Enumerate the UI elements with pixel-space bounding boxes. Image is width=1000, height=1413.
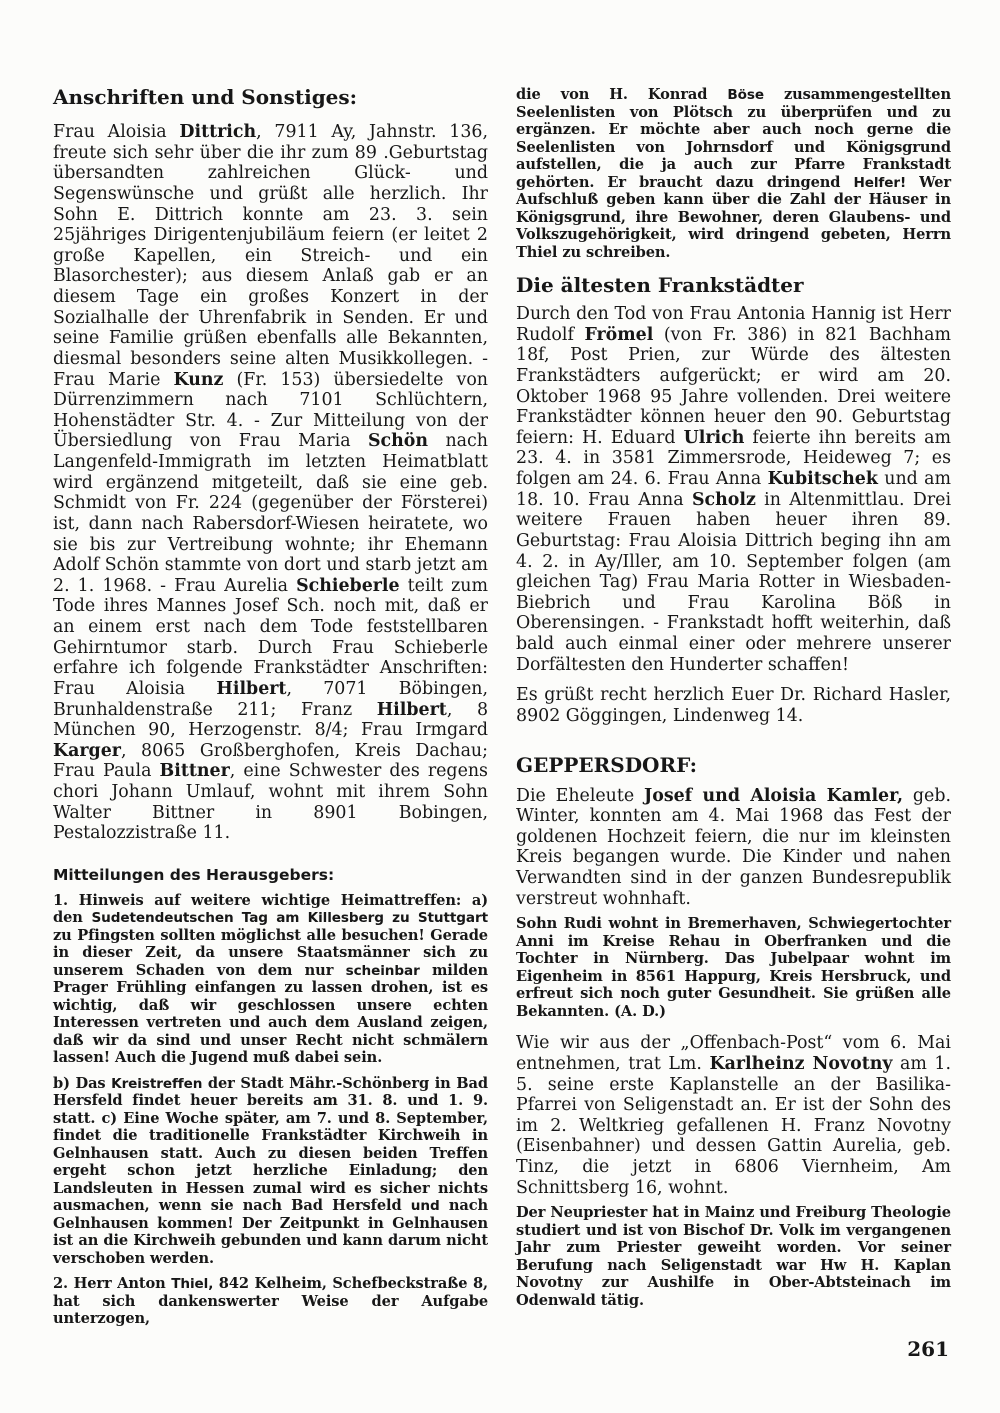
- paragraph-anschriften: Frau Aloisia Dittrich, 7911 Ay, Jahnstr. 136, freute sich sehr über die ihr zum 89 .Geburtstag übersandten zahlreichen Glück- und Segenswünsche und grüßt alle herzlich. Ihr Sohn E. Dittrich konnte am 23. 3. sein 25jähriges Dirigentenjubiläum feiern (er leitet 2 große Kapellen, ein Streich- und ein Blasorchester); aus diesem Anlaß gab er an diesem Tage ein großes Konzert in der Sozialhalle der Uhrenfabrik in Senden. Er und seine Familie grüßen ebenfalls alle Bekannten, diesmal besonders seine alten Musikkollegen. - Frau Marie Kunz (Fr. 153) übersiedelte von Dürrenzimmern nach 7101 Schlüchtern, Hohenstädter Str. 4. - Zur Mitteilung von der Übersiedlung von Frau Maria Schön nach Langenfeld-Immigrath im letzten Heimatblatt wird ergänzend mitgeteilt, daß sie eine geb. Schmidt von Fr. 224 (gegenüber der Försterei) ist, dann nach Rabersdorf-Wiesen heiratete, wo sie bis zur Vertreibung wohnte; ihr Ehemann Adolf Schön stammte von dort und starb jetzt am 2. 1. 1968. - Frau Aurelia Schieberle teilt zum Tode ihres Mannes Josef Sch. noch mit, daß er an einem erst nach dem Tode feststellbaren Gehirntumor starb. Durch Frau Schieberle erfahre ich folgende Frankstädter Anschriften: Frau Aloisia Hilbert, 7071 Böbingen, Brunhaldenstraße 211; Franz Hilbert, 8 München 90, Herzogenstr. 8/4; Frau Irmgard Karger, 8065 Großberghofen, Kreis Dachau; Frau Paula Bittner, eine Schwester des regens chori Johann Umlauf, wohnt mit ihrem Sohn Walter Bittner in 8901 Bobingen, Pestalozzistraße 11.: [53, 122, 489, 844]
- page-number: 261: [907, 1337, 949, 1362]
- section-heading-geppersdorf: GEPPERSDORF:: [516, 752, 697, 777]
- note-heimattreffen: 1. Hinweis auf weitere wichtige Heimattreffen: a) den Sudetendeutschen Tag am Killesberg zu Stuttgart zu Pfingsten sollten möglichst alle besuchen! Gerade in dieser Zeit, da unsere Staatsmänner sich zu unserem Schaden von dem nur scheinbar milden Prager Frühling einfangen zu lassen drohen, ist es wichtig, daß wir geschlossen unsere echten Interessen vertreten und auch dem Ausland zeigen, daß wir da sind und unser Recht nicht schmälern lassen! Auch die Jugend muß dabei sein.: [53, 891, 489, 1067]
- right-column: [516, 86, 951, 1361]
- note-seelenlisten-continuation: die von H. Konrad Böse zusammengestellten Seelenlisten von Plötsch zu überprüfen und zu ergänzen. Er möchte aber auch noch gerne die Seelenlisten von Johrnsdorf und Königsgrund aufstellen, die ja auch zur Pfarre Frankstadt gehörten. Er braucht dazu dringend Helfer! Wer Aufschluß geben kann über die Zahl der Häuser in Königsgrund, ihre Bewohner, deren Glaubens- und Volkszugehörigkeit, wird dringend gebeten, Herrn Thiel zu schreiben.: [516, 86, 951, 261]
- two-column-layout: [53, 86, 950, 1361]
- section-heading-mitteilungen: Mitteilungen des Herausgebers:: [53, 865, 335, 884]
- section-heading-anschriften: Anschriften und Sonstiges:: [53, 85, 358, 109]
- paragraph-novotny-kaplan: Wie wir aus der „Offenbach-Post“ vom 6. Mai entnehmen, trat Lm. Karlheinz Novotny am 1. 5. seine erste Kaplanstelle an der Basilika-Pfarrei von Seligenstadt an. Er ist der Sohn des im 2. Weltkrieg gefallenen H. Franz Novotny (Eisenbahner) und dessen Gattin Aurelia, geb. Tinz, die jetzt in 6806 Viernheim, Am Schnittsberg 16, wohnt.: [516, 1033, 951, 1198]
- section-heading-aelteste-frankstaedter: Die ältesten Frankstädter: [516, 273, 804, 297]
- note-neupriester: Der Neupriester hat in Mainz und Freiburg Theologie studiert und ist von Bischof Dr. Volk im vergangenen Jahr zum Priester geweiht worden. Vor seiner Berufung nach Seligenstadt war Hw H. Kaplan Novotny zur Aushilfe in Ober-Abtsteinach im Odenwald tätig.: [516, 1204, 951, 1309]
- note-kamler-familie: Sohn Rudi wohnt in Bremerhaven, Schwiegertochter Anni im Kreise Rehau in Oberfranken und die Tochter in Nürnberg. Das Jubelpaar wohnt im Eigenheim in 8561 Happurg, Kreis Hersbruck, und erfreut sich noch guter Gesundheit. Sie grüßen alle Bekannten. (A. D.): [516, 915, 951, 1020]
- paragraph-kamler-hochzeit: Die Eheleute Josef und Aloisia Kamler, geb. Winter, konnten am 4. Mai 1968 das Fest der goldenen Hochzeit feiern, die nur im kleinsten Kreis begangen wurde. Die Kinder und nahen Verwandten sind in der ganzen Bundesrepublik verstreut wohnhaft.: [516, 785, 951, 909]
- left-column: [53, 86, 488, 1361]
- note-kreistreffen: b) Das Kreistreffen der Stadt Mähr.-Schönberg in Bad Hersfeld findet heuer bereits am 31. 8. und 1. 9. statt. c) Eine Woche später, am 7. und 8. September, findet die traditionelle Frankstädter Kirchweih in Gelnhausen statt. Auch zu diesen beiden Treffen ergeht schon jetzt herzliche Einladung; den Landsleuten in Hessen zumal wird es sicher nichts ausmachen, wenn sie nach Bad Hersfeld und nach Gelnhausen kommen! Der Zeitpunkt in Gelnhausen ist an die Kirchweih gebunden und kann darum nicht verschoben werden.: [53, 1074, 488, 1267]
- paragraph-aelteste-frankstaedter: Durch den Tod von Frau Antonia Hannig ist Herr Rudolf Frömel (von Fr. 386) in 821 Bachham 18f, Post Prien, zur Würde des ältesten Frankstädters aufgerückt; er wird am 20. Oktober 1968 95 Jahre vollenden. Drei weitere Frankstädter können heuer den 90. Geburtstag feiern: H. Eduard Ulrich feierte ihn bereits am 23. 4. in 3581 Zimmersrode, Heideweg 7; es folgen am 24. 6. Frau Anna Kubitschek und am 18. 10. Frau Anna Scholz in Altenmittlau. Drei weitere Frauen haben heuer ihren 89. Geburtstag: Frau Aloisia Dittrich beging ihn am 4. 2. in Ay/Iller, am 10. September folgen (am gleichen Tag) Frau Maria Rotter in Wiesbaden-Biebrich und Frau Karolina Böß in Oberensingen. - Frankstadt hofft weiterhin, daß bald auch einmal einer oder mehrere unserer Dorfältesten den Hunderter schaffen!: [516, 304, 952, 675]
- note-thiel: 2. Herr Anton Thiel, 842 Kelheim, Schefbeckstraße 8, hat sich dankenswerter Weise der Aufgabe unterzogen,: [53, 1275, 488, 1328]
- paragraph-gruss-hasler: Es grüßt recht herzlich Euer Dr. Richard Hasler, 8902 Göggingen, Lindenweg 14.: [516, 685, 951, 726]
